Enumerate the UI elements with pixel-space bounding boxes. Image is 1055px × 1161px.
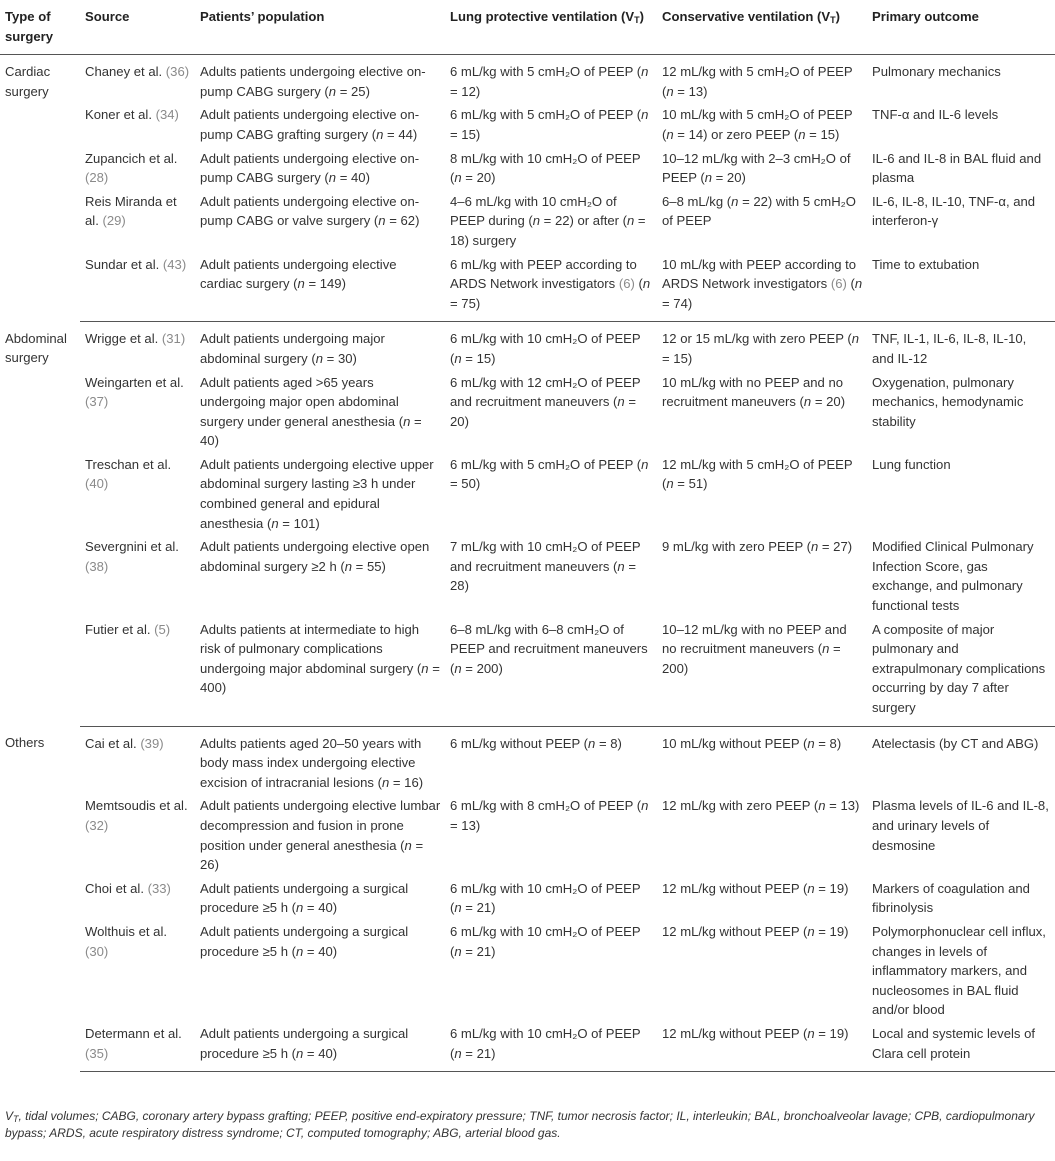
- surgery-type-cell: Cardiac surgery: [5, 64, 51, 99]
- conservative-cell: [657, 191, 867, 254]
- population-n: n: [381, 774, 390, 790]
- population-text: Adult patients undergoing elective on-pump CABG surgery (: [200, 150, 420, 186]
- population-n-value: = 149): [304, 276, 346, 292]
- source-author: Chaney et al.: [85, 64, 163, 80]
- conservative-cell: [657, 619, 867, 726]
- header-lung-protective: [445, 0, 657, 55]
- population-n: n: [328, 83, 337, 99]
- conservative-n: n: [807, 923, 815, 939]
- population-text: Adult patients undergoing elective on-pump CABG grafting surgery (: [200, 107, 420, 142]
- lung-text: 4–6 mL/kg with 10 cmH₂O of PEEP during (: [450, 193, 617, 229]
- lung-protective-cell: [445, 191, 657, 254]
- primary-outcome-cell: Modified Clinical Pulmonary Infection Score, gas exchange, and pulmonary functional tests: [872, 539, 1034, 614]
- conservative-text: 12 mL/kg without PEEP (: [662, 880, 808, 896]
- conservative-cell: [657, 148, 867, 191]
- lung-n-value: = 12): [450, 83, 481, 99]
- lung-n-value: = 8): [595, 735, 622, 751]
- population-text: Adult patients undergoing a surgical procedure ≥5 h (: [200, 1025, 409, 1061]
- primary-outcome-cell: Plasma levels of IL-6 and IL-8, and urinary levels of desmosine: [872, 798, 1049, 853]
- source-author: Wolthuis et al.: [85, 923, 167, 939]
- table-row: [0, 55, 1055, 105]
- lung-pre: (: [634, 276, 643, 292]
- source-author: Koner et al.: [85, 107, 152, 123]
- primary-outcome-cell: Polymorphonuclear cell influx, changes in levels of inflammatory markers, and nucleosomes in BAL fluid and/or blood: [872, 923, 1046, 1018]
- population-text: Adult patients undergoing elective on-pump CABG or valve surgery (: [200, 193, 420, 229]
- table-row: [0, 322, 1055, 372]
- conservative-n2-value: = 15): [805, 126, 840, 142]
- population-cell: [195, 921, 445, 1023]
- conservative-n-value: = 27): [818, 539, 853, 555]
- conservative-cell: [657, 254, 867, 322]
- conservative-text: 12 or 15 mL/kg with zero PEEP (: [662, 331, 852, 347]
- lung-protective-cell: [445, 795, 657, 877]
- header-lung-label: Lung protective ventilation (V: [450, 9, 635, 24]
- population-n: n: [376, 126, 384, 142]
- source-author: Futier et al.: [85, 621, 151, 637]
- lung-text: 7 mL/kg with 10 cmH₂O of PEEP and recruitment maneuvers (: [450, 539, 641, 574]
- conservative-n2: n: [798, 126, 806, 142]
- population-text: Adult patients undergoing major abdominal surgery (: [200, 331, 385, 366]
- lung-protective-cell: [445, 878, 657, 921]
- conservative-n: n: [666, 476, 674, 492]
- population-text: Adults patients aged 20–50 years with body mass index undergoing elective excision of intracranial lesions (: [200, 735, 422, 790]
- conservative-pre: (: [846, 276, 855, 292]
- conservative-cell: [657, 921, 867, 1023]
- conservative-n: n: [666, 126, 674, 142]
- primary-outcome-cell: A composite of major pulmonary and extrapulmonary complications occurring by day 7 after surgery: [867, 619, 1055, 726]
- population-n-value: = 62): [385, 213, 420, 229]
- lung-text: 6 mL/kg with 5 cmH₂O of PEEP (: [450, 107, 642, 123]
- lung-n2: n: [627, 213, 635, 229]
- population-cell: [195, 1023, 445, 1072]
- lung-n: n: [588, 735, 596, 751]
- conservative-text: 12 mL/kg without PEEP (: [662, 923, 808, 939]
- conservative-n: n: [704, 170, 712, 186]
- population-n-value: = 40): [303, 943, 338, 959]
- population-cell: [195, 536, 445, 618]
- table-row: [0, 254, 1055, 322]
- population-n: n: [404, 837, 412, 853]
- population-n: n: [344, 558, 353, 574]
- lung-protective-cell: [445, 619, 657, 726]
- conservative-n-value: = 8): [814, 735, 842, 751]
- table-row: [0, 878, 1055, 921]
- primary-outcome-cell: TNF, IL-1, IL-6, IL-8, IL-10, and IL-12: [872, 331, 1027, 366]
- population-text: Adults patients at intermediate to high risk of pulmonary complications undergoing major abdominal surgery (: [200, 621, 422, 676]
- source-ref: (29): [102, 213, 126, 229]
- lung-n: n: [641, 107, 649, 123]
- header-conservative-sub: T: [830, 15, 836, 25]
- table-row: [0, 1023, 1055, 1072]
- source-cell: [80, 191, 195, 254]
- primary-outcome-cell: TNF-α and IL-6 levels: [872, 107, 999, 123]
- lung-protective-cell: [445, 322, 657, 372]
- source-ref: (37): [85, 394, 109, 410]
- conservative-n-value: = 14) or zero PEEP (: [673, 126, 799, 142]
- lung-protective-cell: [445, 726, 657, 795]
- conservative-n: n: [822, 641, 830, 657]
- population-text: Adult patients undergoing elective upper abdominal surgery lasting ≥3 h under combined general and epidural anesthesia (: [200, 456, 434, 531]
- population-n: n: [271, 515, 279, 531]
- header-primary-outcome: Primary outcome: [867, 0, 1055, 55]
- lung-n: n: [532, 213, 541, 229]
- lung-text: 6 mL/kg with 5 cmH₂O of PEEP (: [450, 456, 642, 472]
- table-body: [0, 55, 1055, 1072]
- source-author: Wrigge et al.: [85, 331, 159, 347]
- lung-protective-cell: [445, 55, 657, 105]
- lung-n: n: [641, 64, 649, 80]
- population-n-value: = 101): [278, 515, 320, 531]
- source-cell: [80, 454, 195, 536]
- primary-outcome-cell: IL-6, IL-8, IL-10, TNF-α, and interferon-γ: [872, 193, 1036, 229]
- footnote-text: , tidal volumes; CABG, coronary artery bypass grafting; PEEP, positive end-expiratory pressure; TNF, tumor necrosis factor; IL, interleukin; BAL, bronchoalveolar lavage; CPB, cardiopulmonary bypass; ARDS, acute respiratory distress syndrome; CT, computed tomography; ABG, arterial blood gas.: [5, 1109, 1035, 1140]
- conservative-text: 10 mL/kg with PEEP according to ARDS Network investigators: [662, 256, 857, 292]
- population-text: Adult patients undergoing elective open abdominal surgery ≥2 h (: [200, 539, 430, 574]
- source-ref: (31): [161, 331, 186, 347]
- population-n-value: = 40): [303, 1045, 338, 1061]
- lung-text: 6 mL/kg with 5 cmH₂O of PEEP (: [450, 64, 642, 80]
- table-row: [0, 921, 1055, 1023]
- lung-n-value: = 15): [461, 350, 496, 366]
- lung-protective-cell: [445, 536, 657, 618]
- source-author: Weingarten et al.: [85, 374, 184, 390]
- lung-n-value: = 200): [461, 660, 503, 676]
- population-n-value: = 16): [389, 774, 424, 790]
- lung-n: n: [641, 798, 649, 814]
- population-n-value: = 44): [383, 126, 418, 142]
- population-n: n: [328, 170, 337, 186]
- source-author: Memtsoudis et al.: [85, 798, 188, 814]
- table-row: [0, 726, 1055, 795]
- lung-text: 6–8 mL/kg with 6–8 cmH₂O of PEEP and recruitment maneuvers (: [450, 621, 648, 676]
- population-cell: [195, 454, 445, 536]
- table-header: [0, 0, 1055, 55]
- source-ref: (5): [154, 621, 171, 637]
- source-cell: [80, 372, 195, 454]
- surgery-type-cell: Others: [5, 735, 45, 751]
- conservative-n-value: = 20): [811, 394, 846, 410]
- lung-n: n: [454, 660, 462, 676]
- header-lung-close: ): [639, 9, 644, 24]
- table-row: [0, 795, 1055, 877]
- source-author: Determann et al.: [85, 1025, 182, 1041]
- conservative-cell: [657, 104, 867, 147]
- table-row: [0, 536, 1055, 618]
- lung-n-value: = 21): [461, 1045, 496, 1061]
- population-n: n: [403, 413, 411, 429]
- source-cell: [80, 55, 195, 105]
- lung-n-value: = 75): [450, 295, 481, 311]
- table-row: [0, 104, 1055, 147]
- lung-text: 8 mL/kg with 10 cmH₂O of PEEP (: [450, 150, 641, 186]
- lung-n-value: = 50): [450, 476, 481, 492]
- header-conservative-label: Conservative ventilation (V: [662, 9, 831, 24]
- source-cell: [80, 254, 195, 322]
- population-n-value: = 40): [303, 900, 338, 916]
- lung-n-value: = 20): [450, 394, 636, 429]
- conservative-n-value: = 13): [825, 798, 860, 814]
- population-n-value: = 30): [323, 350, 357, 366]
- source-ref: (33): [147, 880, 171, 896]
- table-row: [0, 191, 1055, 254]
- lung-n: n: [641, 456, 649, 472]
- population-n-value: = 400): [200, 660, 440, 696]
- conservative-n: n: [666, 83, 674, 99]
- conservative-n-value: = 20): [712, 170, 746, 186]
- population-cell: [195, 878, 445, 921]
- population-n-value: = 55): [352, 558, 386, 574]
- source-ref: (30): [85, 943, 109, 959]
- header-conservative: [657, 0, 867, 55]
- population-cell: [195, 55, 445, 105]
- conservative-n: n: [807, 1025, 815, 1041]
- source-ref: (34): [155, 107, 179, 123]
- conservative-n-value: = 74): [662, 295, 693, 311]
- lung-n-value: = 28): [450, 558, 636, 594]
- lung-n: n: [454, 170, 462, 186]
- population-n: n: [378, 213, 386, 229]
- lung-n-value: = 22) or after (: [540, 213, 627, 229]
- population-text: Adult patients undergoing elective lumbar decompression and fusion in prone position under general anesthesia (: [200, 798, 441, 853]
- population-n: n: [296, 1045, 304, 1061]
- conservative-n: n: [731, 193, 739, 209]
- lung-protective-cell: [445, 254, 657, 322]
- lung-n-value: = 15): [450, 126, 481, 142]
- source-author: Treschan et al.: [85, 456, 172, 472]
- conservative-n: n: [854, 276, 863, 292]
- population-n-value: = 40): [336, 170, 370, 186]
- lung-n2-value: = 18) surgery: [450, 213, 646, 248]
- conservative-n-value: = 51): [673, 476, 708, 492]
- source-author: Choi et al.: [85, 880, 144, 896]
- source-author: Sundar et al.: [85, 256, 160, 272]
- population-n: n: [296, 900, 304, 916]
- header-patients-population: Patients’ population: [195, 0, 445, 55]
- source-cell: [80, 726, 195, 795]
- population-cell: [195, 254, 445, 322]
- source-ref: (39): [140, 735, 164, 751]
- conservative-text: 10–12 mL/kg with no PEEP and no recruitment maneuvers (: [662, 621, 847, 657]
- conservative-text: 12 mL/kg with 5 cmH₂O of PEEP (: [662, 456, 853, 492]
- population-n: n: [297, 276, 305, 292]
- source-author: Reis Miranda et al.: [85, 193, 177, 229]
- conservative-cell: [657, 536, 867, 618]
- source-ref: (38): [85, 558, 109, 574]
- lung-n: n: [642, 276, 651, 292]
- primary-outcome-cell: IL-6 and IL-8 in BAL fluid and plasma: [872, 150, 1042, 186]
- conservative-text: 12 mL/kg with 5 cmH₂O of PEEP (: [662, 64, 853, 99]
- header-source: Source: [80, 0, 195, 55]
- lung-text: 6 mL/kg with 12 cmH₂O of PEEP and recruitment maneuvers (: [450, 374, 641, 410]
- source-ref: (28): [85, 170, 109, 186]
- source-author: Zupancich et al.: [85, 150, 178, 166]
- header-type-of-surgery: Type of surgery: [0, 0, 80, 55]
- lung-protective-cell: [445, 148, 657, 191]
- source-ref: (32): [85, 817, 109, 833]
- conservative-n-value: = 19): [814, 1025, 849, 1041]
- source-ref: (35): [85, 1045, 109, 1061]
- source-cell: [80, 878, 195, 921]
- source-cell: [80, 1023, 195, 1072]
- primary-outcome-cell: Oxygenation, pulmonary mechanics, hemodynamic stability: [872, 374, 1024, 429]
- primary-outcome-cell: Lung function: [872, 456, 951, 472]
- lung-n-value: = 21): [461, 900, 496, 916]
- lung-n: n: [454, 1045, 462, 1061]
- conservative-cell: [657, 372, 867, 454]
- lung-protective-cell: [445, 372, 657, 454]
- conservative-n: n: [810, 539, 819, 555]
- conservative-text: 10 mL/kg without PEEP (: [662, 735, 808, 751]
- conservative-text: 6–8 mL/kg (: [662, 193, 732, 209]
- table-footnote: [5, 1108, 1050, 1142]
- table-row: [0, 454, 1055, 536]
- conservative-n-value: = 22) with 5 cmH₂O of PEEP: [662, 193, 856, 229]
- footnote-sub: T: [13, 1114, 19, 1124]
- conservative-cell: [657, 1023, 867, 1072]
- source-cell: [80, 104, 195, 147]
- conservative-n: n: [807, 735, 815, 751]
- population-cell: [195, 148, 445, 191]
- conservative-cell: [657, 454, 867, 536]
- conservative-text: 10 mL/kg with 5 cmH₂O of PEEP (: [662, 107, 853, 142]
- lung-text: 6 mL/kg with 10 cmH₂O of PEEP (: [450, 1025, 641, 1061]
- population-text: Adult patients undergoing elective cardiac surgery (: [200, 256, 397, 292]
- conservative-cell: [657, 795, 867, 877]
- population-text: Adult patients undergoing a surgical procedure ≥5 h (: [200, 880, 409, 916]
- population-text: Adult patients undergoing a surgical procedure ≥5 h (: [200, 923, 409, 959]
- table-row: [0, 372, 1055, 454]
- lung-n-value: = 20): [461, 170, 496, 186]
- conservative-cell: [657, 726, 867, 795]
- source-ref: (40): [85, 476, 109, 492]
- population-cell: [195, 104, 445, 147]
- population-n: n: [315, 350, 324, 366]
- lung-n: n: [454, 900, 462, 916]
- population-n-value: = 25): [336, 83, 370, 99]
- population-cell: [195, 191, 445, 254]
- lung-text: 6 mL/kg with 10 cmH₂O of PEEP (: [450, 331, 641, 366]
- source-author: Severgnini et al.: [85, 539, 179, 555]
- lung-n: n: [617, 558, 625, 574]
- conservative-n-value: = 13): [673, 83, 708, 99]
- primary-outcome-cell: Pulmonary mechanics: [872, 64, 1001, 80]
- lung-n-value: = 21): [461, 943, 496, 959]
- population-n: n: [296, 943, 304, 959]
- conservative-text: 12 mL/kg without PEEP (: [662, 1025, 808, 1041]
- source-cell: [80, 322, 195, 372]
- conservative-text: 12 mL/kg with zero PEEP (: [662, 798, 819, 814]
- lung-ref: (6): [618, 276, 635, 292]
- conservative-ref: (6): [830, 276, 847, 292]
- source-ref: (36): [165, 64, 190, 80]
- population-n: n: [421, 660, 429, 676]
- population-cell: [195, 795, 445, 877]
- population-text: Adults patients undergoing elective on-pump CABG surgery (: [200, 64, 426, 99]
- primary-outcome-cell: Atelectasis (by CT and ABG): [872, 735, 1039, 751]
- lung-text: 6 mL/kg with 10 cmH₂O of PEEP (: [450, 880, 641, 916]
- conservative-text: 10 mL/kg with no PEEP and no recruitment maneuvers (: [662, 374, 844, 410]
- lung-protective-cell: [445, 921, 657, 1023]
- source-cell: [80, 619, 195, 726]
- population-cell: [195, 726, 445, 795]
- source-cell: [80, 148, 195, 191]
- lung-text: 6 mL/kg without PEEP (: [450, 735, 589, 751]
- conservative-n-value: = 19): [814, 923, 849, 939]
- primary-outcome-cell: Time to extubation: [867, 254, 1055, 322]
- primary-outcome-cell: Local and systemic levels of Clara cell protein: [867, 1023, 1055, 1072]
- header-lung-sub: T: [634, 15, 640, 25]
- conservative-n: n: [807, 880, 815, 896]
- lung-n: n: [454, 943, 462, 959]
- header-conservative-close: ): [835, 9, 840, 24]
- lung-protective-cell: [445, 104, 657, 147]
- lung-n: n: [617, 394, 625, 410]
- table-row: [0, 619, 1055, 726]
- source-cell: [80, 921, 195, 1023]
- conservative-n: n: [851, 331, 860, 347]
- conservative-cell: [657, 878, 867, 921]
- lung-protective-cell: [445, 454, 657, 536]
- population-cell: [195, 619, 445, 726]
- population-cell: [195, 322, 445, 372]
- lung-text: 6 mL/kg with 10 cmH₂O of PEEP (: [450, 923, 641, 959]
- population-cell: [195, 372, 445, 454]
- population-n-value: = 26): [200, 837, 424, 873]
- footnote-v: V: [5, 1109, 14, 1123]
- conservative-n: n: [818, 798, 826, 814]
- conservative-n-value: = 15): [662, 350, 693, 366]
- source-author: Cai et al.: [85, 735, 137, 751]
- surgery-type-cell: Abdominal surgery: [5, 330, 67, 366]
- conservative-cell: [657, 322, 867, 372]
- conservative-cell: [657, 55, 867, 105]
- table-row: [0, 148, 1055, 191]
- conservative-n-value: = 19): [814, 880, 849, 896]
- population-n-value: = 40): [200, 413, 422, 449]
- lung-text: 6 mL/kg with PEEP according to ARDS Network investigators: [450, 256, 637, 292]
- source-cell: [80, 795, 195, 877]
- source-cell: [80, 536, 195, 618]
- conservative-text: 10–12 mL/kg with 2–3 cmH₂O of PEEP (: [662, 150, 851, 186]
- conservative-n-value: = 200): [662, 641, 841, 676]
- lung-n-value: = 13): [450, 817, 481, 833]
- population-text: Adult patients aged >65 years undergoing major open abdominal surgery under general anesthesia (: [200, 374, 404, 429]
- primary-outcome-cell: Markers of coagulation and fibrinolysis: [872, 880, 1030, 916]
- lung-text: 6 mL/kg with 8 cmH₂O of PEEP (: [450, 798, 642, 814]
- source-ref: (43): [162, 256, 187, 272]
- conservative-text: 9 mL/kg with zero PEEP (: [662, 539, 811, 555]
- lung-n: n: [454, 350, 462, 366]
- lung-protective-cell: [445, 1023, 657, 1072]
- conservative-n: n: [803, 394, 812, 410]
